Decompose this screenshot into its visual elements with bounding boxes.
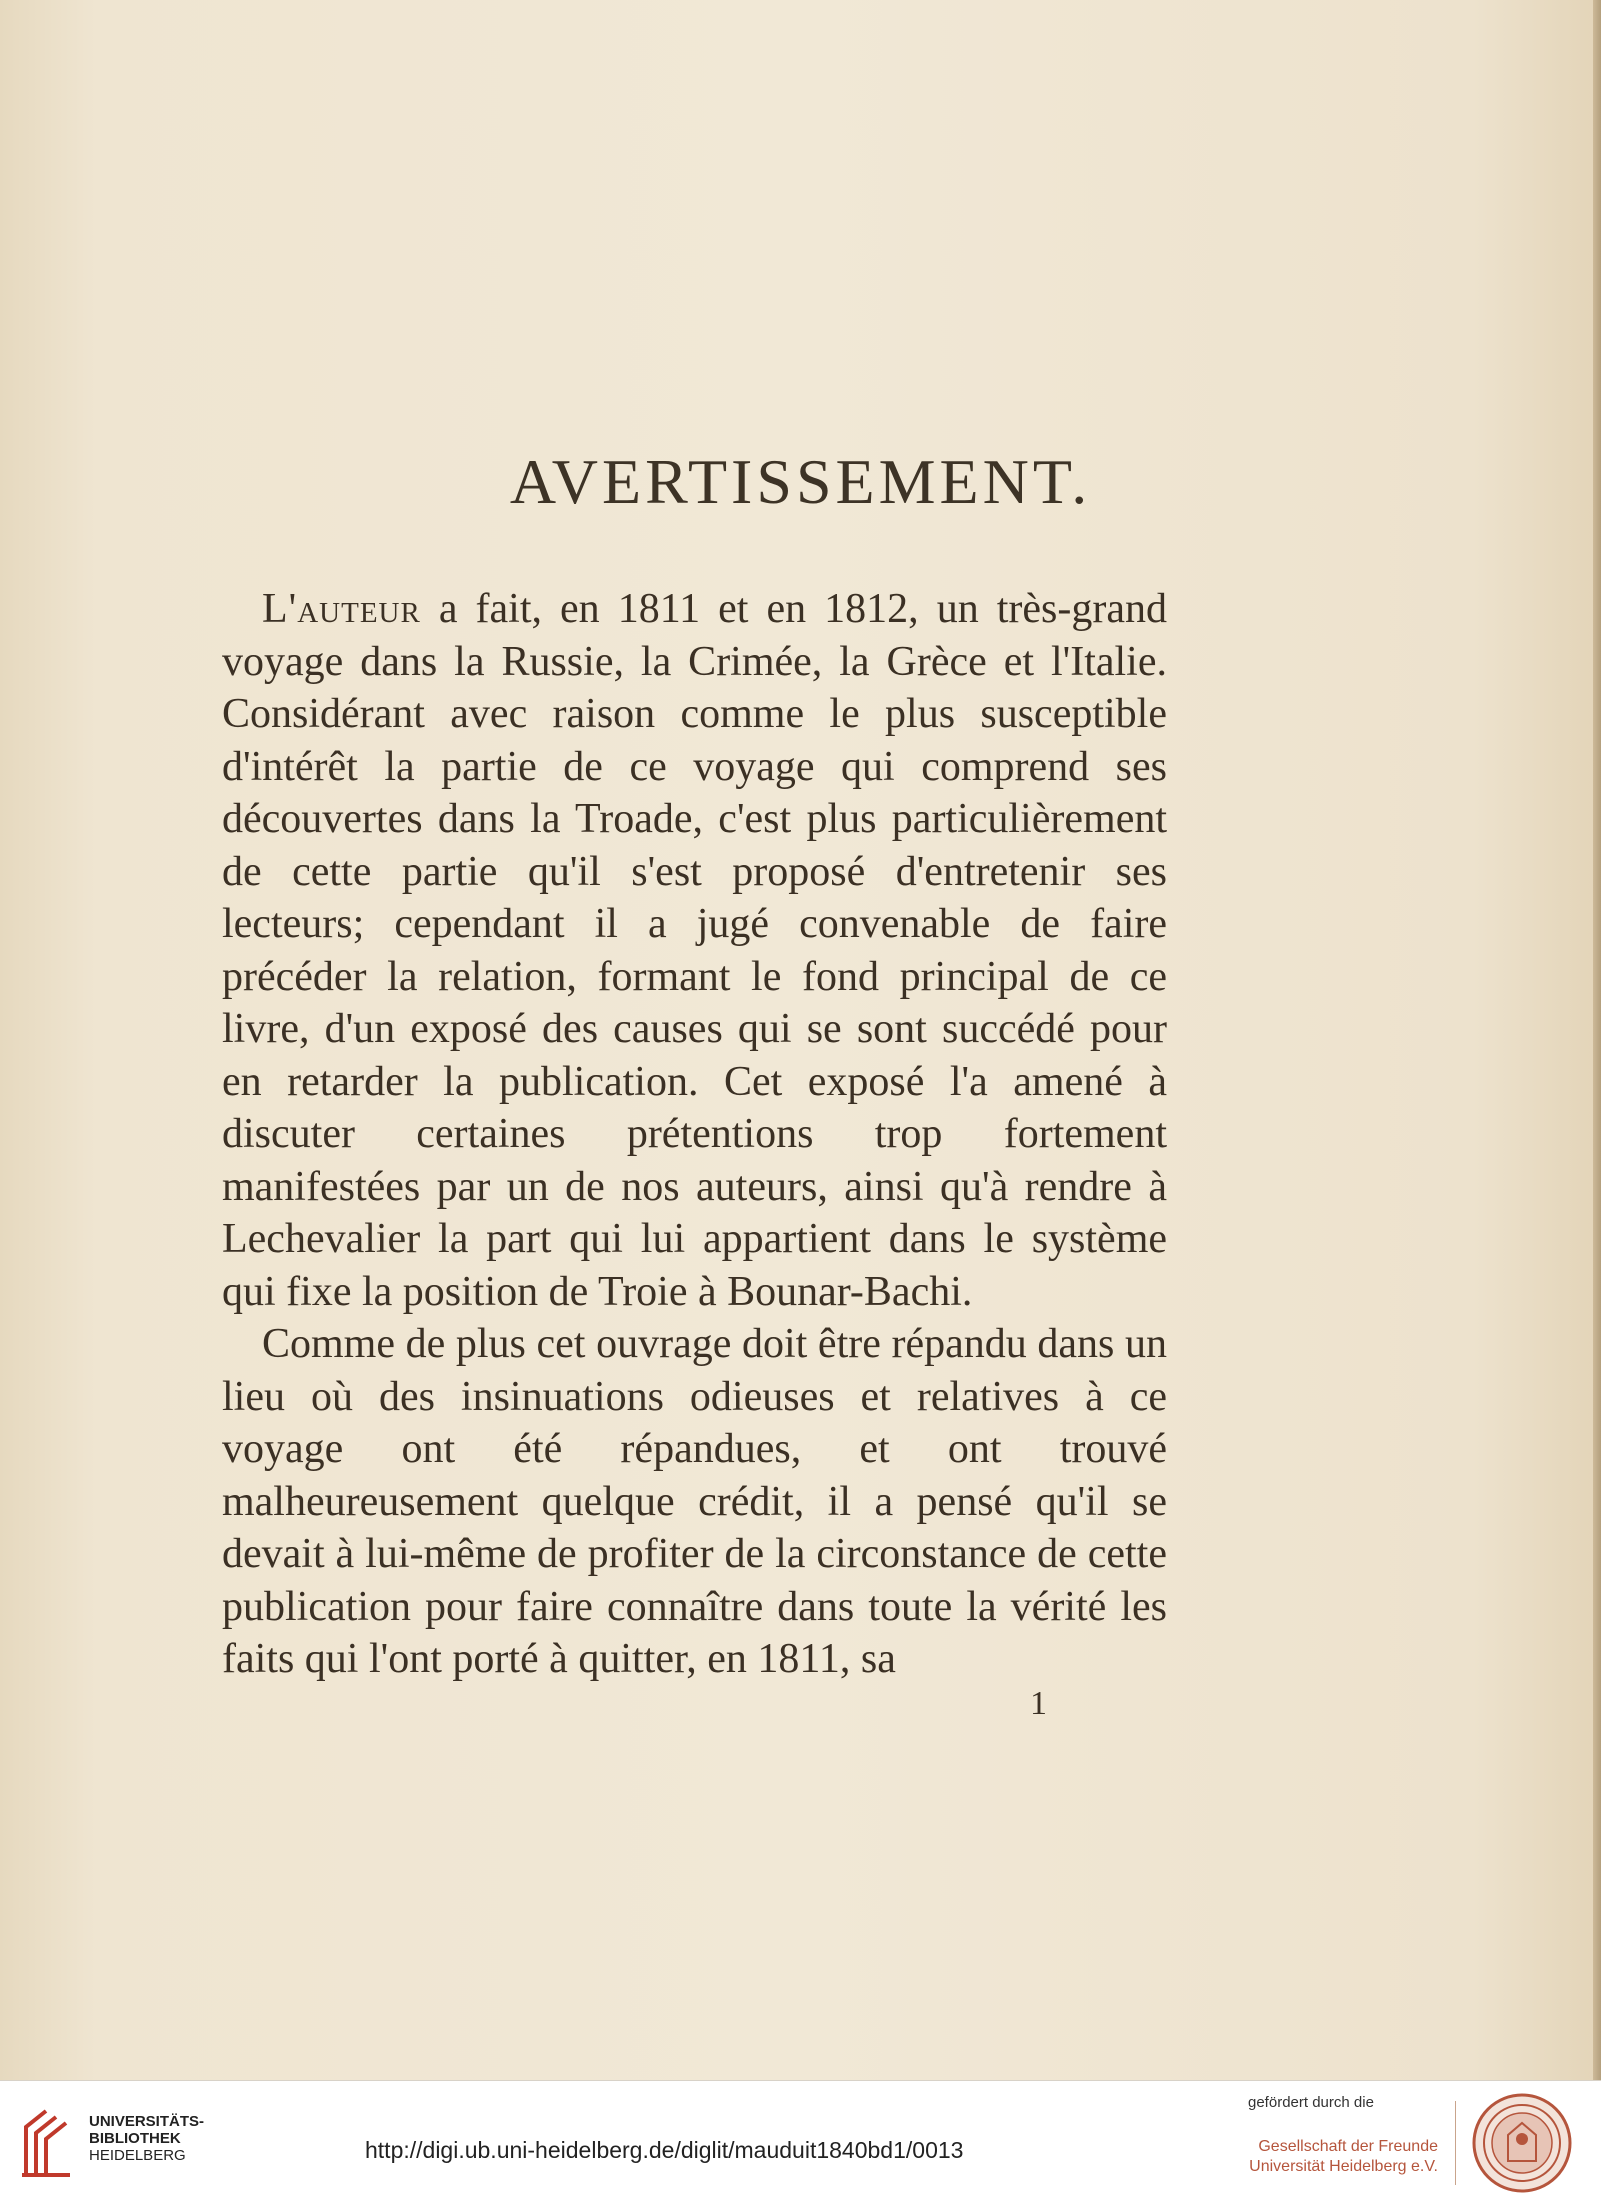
page-title: AVERTISSEMENT. xyxy=(509,446,1092,517)
divider xyxy=(1455,2101,1456,2185)
library-logo-icon xyxy=(18,2105,78,2183)
library-name: UNIVERSITÄTS- BIBLIOTHEK HEIDELBERG xyxy=(89,2113,205,2164)
paragraph-text: Comme de plus cet ouvrage doit être répandu dans un lieu où des insinuations odieuses et relatives à ce voyage ont été répandues, et ont trouvé malheureusement quelque crédit, il a pensé qu'il se devait à lui-même de profiter de la circonstance de cette publication pour faire connaître dans toute la vérité les faits qui l'ont porté à quitter, en 1811, sa xyxy=(222,1321,1167,1682)
paragraph-text: a fait, en 1811 et en 1812, un très-grand voyage dans la Russie, la Crimée, la Grèce et l'Italie. Considérant avec raison comme le plus susceptible d'intérêt la partie de ce voyage qui comprend ses découvertes dans la Troade, c'est plus particulièrement de cette partie qu'il s'est proposé d'entretenir ses lecteurs; cependant il a jugé convenable de faire précéder la relation, formant le fond principal de ce livre, d'un exposé des causes qui se sont succédé pour en retarder la publication. Cet exposé l'a amené à discuter certaines prétentions trop fortement manifestées par un de nos auteurs, ainsi qu'à rendre à Lechevalier la part qui lui appartient dans le système qui fixe la position de Troie à Bounar-Bachi. xyxy=(222,586,1167,1315)
page-edge xyxy=(1593,0,1601,2080)
funded-by-label: gefördert durch die xyxy=(1248,2094,1374,2111)
digitization-footer xyxy=(0,2080,1601,2203)
lead-word: L'auteur xyxy=(262,586,421,632)
signature-mark: 1 xyxy=(1030,1685,1047,1722)
show-through-text xyxy=(215,285,1215,595)
university-seal-icon xyxy=(1470,2091,1574,2195)
paragraph-2 xyxy=(222,1318,1167,1686)
paragraph-1 xyxy=(222,583,1167,1318)
body-text xyxy=(222,583,1167,1686)
funder-name: Gesellschaft der Freunde Universität Heidelberg e.V. xyxy=(1249,2138,1438,2175)
permalink[interactable]: http://digi.ub.uni-heidelberg.de/diglit/mauduit1840bd1/0013 xyxy=(365,2137,964,2163)
